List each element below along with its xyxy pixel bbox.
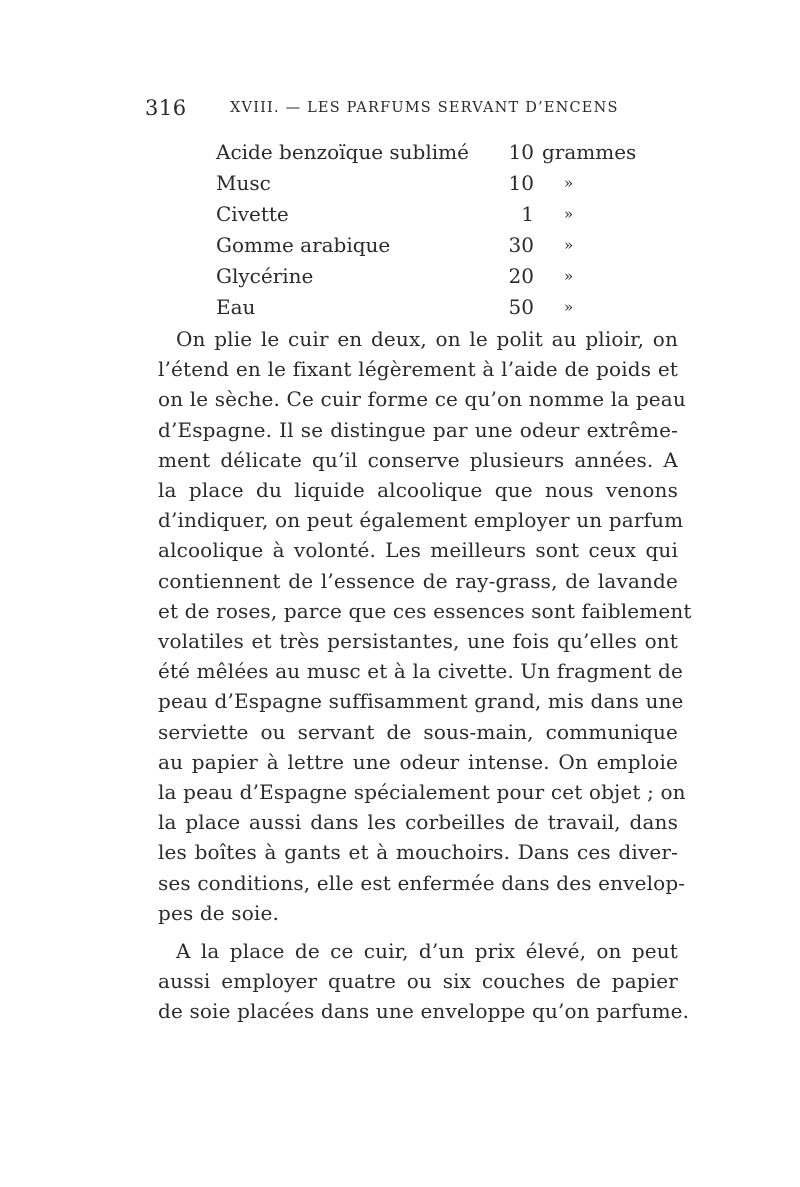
paragraph-2 xyxy=(158,936,690,1027)
text-line: les boîtes à gants et à mouchoirs. Dans ces diver- xyxy=(158,840,678,865)
ingredient-quantity: 30 xyxy=(508,233,534,257)
ingredient-name: Musc xyxy=(216,171,271,195)
recipe-table xyxy=(216,137,656,323)
text-line: été mêlées au musc et à la civette. Un fragment de xyxy=(158,659,683,684)
ingredient-unit: » xyxy=(564,174,574,192)
ingredient-quantity: 50 xyxy=(508,295,534,319)
running-title: XVIII. — LES PARFUMS SERVANT D’ENCENS xyxy=(230,100,619,116)
recipe-row xyxy=(216,168,656,199)
recipe-row xyxy=(216,199,656,230)
text-line: volatiles et très persistantes, une fois qu’elles ont xyxy=(158,629,678,654)
text-line: ses conditions, elle est enfermée dans des envelop- xyxy=(158,870,686,895)
recipe-row xyxy=(216,230,656,261)
ingredient-unit: » xyxy=(564,267,574,285)
text-line: peau d’Espagne suffisamment grand, mis dans une xyxy=(158,689,684,714)
text-line: d’indiquer, on peut également employer un parfum xyxy=(158,508,684,533)
text-line: la place du liquide alcoolique que nous venons xyxy=(158,478,678,503)
ingredient-quantity: 1 xyxy=(521,202,534,226)
ingredient-name: Gomme arabique xyxy=(216,233,391,257)
text-line: ment délicate qu’il conserve plusieurs années. A xyxy=(158,447,678,472)
page-header xyxy=(145,96,705,126)
text-line: d’Espagne. Il se distingue par une odeur extrême- xyxy=(158,417,678,442)
text-line: contiennent de l’essence de ray-grass, de lavande xyxy=(158,568,678,593)
text-line: On plie le cuir en deux, on le polit au plioir, on xyxy=(176,327,678,351)
paragraph-1 xyxy=(158,324,692,928)
text-line: l’étend en le fixant légèrement à l’aide de poids et xyxy=(158,357,678,382)
text-line: alcoolique à volonté. Les meilleurs sont ceux qui xyxy=(158,538,678,563)
text-line: et de roses, parce que ces essences sont faiblement xyxy=(158,598,692,623)
page-number: 316 xyxy=(145,96,187,120)
body-text xyxy=(158,324,692,1027)
ingredient-name: Acide benzoïque sublimé xyxy=(216,140,469,164)
ingredient-unit: » xyxy=(564,236,574,254)
ingredient-unit: » xyxy=(564,298,574,316)
recipe-row xyxy=(216,292,656,323)
ingredient-quantity: 10 xyxy=(508,171,534,195)
text-line: pes de soie. xyxy=(158,900,279,925)
text-line: serviette ou servant de sous-main, communique xyxy=(158,719,678,744)
text-line: la peau d’Espagne spécialement pour cet objet ; on xyxy=(158,780,686,805)
text-line: aussi employer quatre ou six couches de papier xyxy=(158,969,678,994)
recipe-row xyxy=(216,137,656,168)
ingredient-name: Civette xyxy=(216,202,289,226)
text-line: la place aussi dans les corbeilles de travail, dans xyxy=(158,810,678,835)
ingredient-quantity: 10 xyxy=(508,140,534,164)
ingredient-unit: grammes xyxy=(542,140,637,164)
ingredient-quantity: 20 xyxy=(508,264,534,288)
ingredient-name: Eau xyxy=(216,295,256,319)
ingredient-unit: » xyxy=(564,205,574,223)
recipe-row xyxy=(216,261,656,292)
ingredient-name: Glycérine xyxy=(216,264,314,288)
text-line: A la place de ce cuir, d’un prix élevé, on peut xyxy=(176,939,678,964)
text-line: au papier à lettre une odeur intense. On emploie xyxy=(158,749,678,774)
text-line: de soie placées dans une enveloppe qu’on parfume. xyxy=(158,999,690,1024)
text-line: on le sèche. Ce cuir forme ce qu’on nomme la peau xyxy=(158,387,686,412)
